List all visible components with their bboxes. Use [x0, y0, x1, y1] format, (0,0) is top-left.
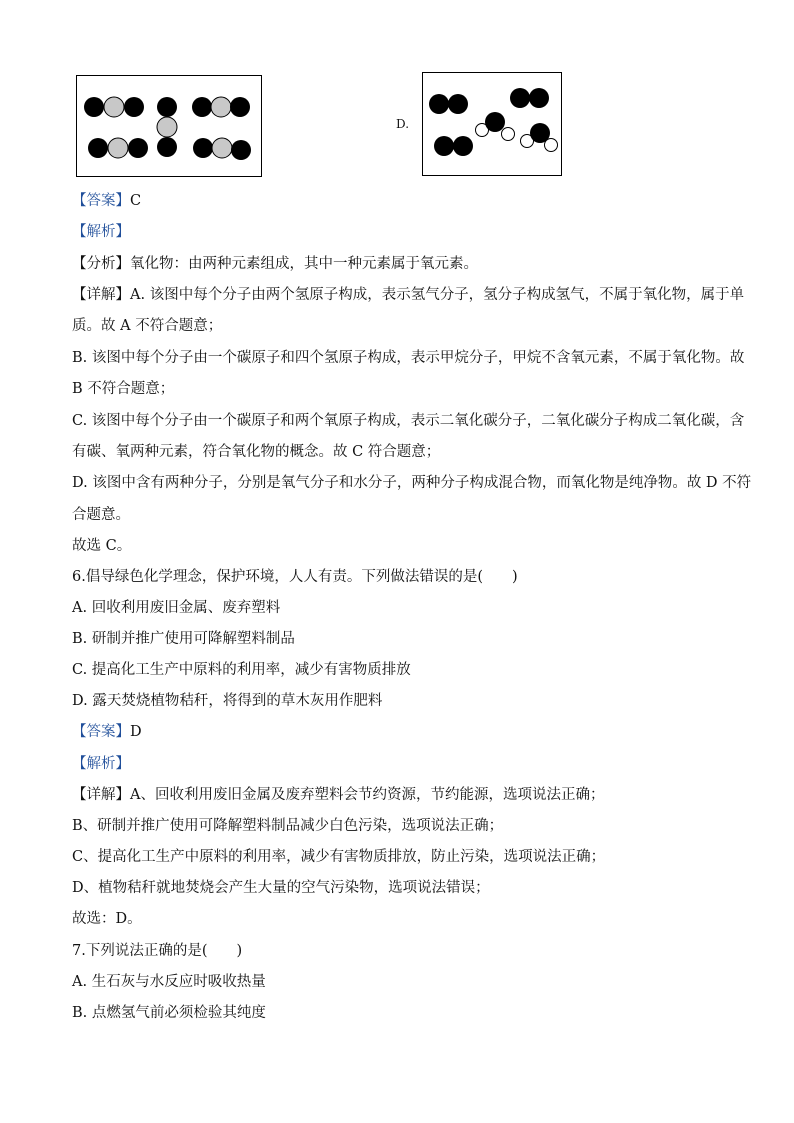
text-line: C、提高化工生产中原料的利用率，减少有害物质排放，防止污染，选项说法正确；	[72, 849, 606, 865]
oxygen-atom	[157, 137, 177, 157]
question-7-option-a: A. 生石灰与水反应时吸收热量	[72, 974, 266, 990]
o2-h2o-molecules-diagram	[423, 73, 561, 175]
oxygen-atom	[529, 88, 549, 108]
question-6-option-d: D. 露天焚烧植物秸秆，将得到的草木灰用作肥料	[72, 693, 383, 709]
text-line: B、研制并推广使用可降解塑料制品减少白色污染，选项说法正确；	[72, 818, 504, 834]
text-line: 合题意。	[72, 507, 130, 523]
question-6-option-b: B. 研制并推广使用可降解塑料制品	[72, 631, 295, 647]
text-line: 故选：D。	[72, 911, 142, 927]
analysis-heading	[72, 222, 130, 242]
oxygen-atom	[230, 97, 250, 117]
question-6-option-a: A. 回收利用废旧金属、废弃塑料	[72, 600, 281, 616]
hydrogen-atom	[545, 139, 558, 152]
oxygen-atom	[88, 138, 108, 158]
oxygen-atom	[124, 97, 144, 117]
oxygen-atom	[157, 97, 177, 117]
text-line: 有碳、氧两种元素，符合氧化物的概念。故 C 符合题意；	[72, 444, 441, 460]
answer-tag: 【答案】	[72, 724, 130, 740]
oxygen-atom	[434, 136, 454, 156]
text-line: 故选 C。	[72, 538, 132, 554]
answer-tag: 【答案】	[72, 193, 130, 209]
text-line: D、植物秸秆就地焚烧会产生大量的空气污染物，选项说法错误；	[72, 880, 490, 896]
option-d-label: D.	[396, 117, 410, 131]
text-line: B. 该图中每个分子由一个碳原子和四个氢原子构成，表示甲烷分子，甲烷不含氧元素，不属于氧化物。故	[72, 350, 745, 366]
hydrogen-atom	[502, 128, 515, 141]
text-line: B 不符合题意；	[72, 381, 175, 397]
answer-value: D	[130, 724, 142, 740]
question-7-stem: 7.下列说法正确的是( )	[72, 943, 243, 959]
co2-molecules-diagram	[77, 76, 261, 176]
oxygen-atom	[193, 138, 213, 158]
analysis-tag: 【解析】	[72, 756, 130, 772]
oxygen-atom	[192, 97, 212, 117]
oxygen-atom	[453, 136, 473, 156]
text-line: 【详解】A、回收利用废旧金属及废弃塑料会节约资源，节约能源，选项说法正确；	[72, 787, 605, 803]
question-6-stem: 6.倡导绿色化学理念，保护环境，人人有责。下列做法错误的是( )	[72, 569, 518, 585]
oxygen-atom	[485, 112, 505, 132]
text-line: 【详解】A. 该图中每个分子由两个氢原子构成，表示氢气分子，氢分子构成氢气，不属于氧化物，属于单	[72, 287, 745, 303]
question-7-option-b: B. 点燃氢气前必须检验其纯度	[72, 1005, 266, 1021]
text-line: 质。故 A 不符合题意；	[72, 318, 223, 334]
carbon-atom	[108, 138, 128, 158]
molecule-figure-d	[422, 72, 562, 176]
text-line: 【分析】氧化物：由两种元素组成，其中一种元素属于氧元素。	[72, 256, 478, 272]
carbon-atom	[157, 117, 177, 137]
answer-value: C	[130, 193, 142, 209]
molecule-figure-c	[76, 75, 262, 177]
answer-line	[72, 722, 142, 742]
answer-line	[72, 191, 141, 211]
oxygen-atom	[84, 97, 104, 117]
oxygen-atom	[510, 88, 530, 108]
oxygen-atom	[448, 94, 468, 114]
carbon-atom	[211, 97, 231, 117]
analysis-tag: 【解析】	[72, 224, 130, 240]
analysis-heading	[72, 754, 130, 774]
oxygen-atom	[128, 138, 148, 158]
question-6-option-c: C. 提高化工生产中原料的利用率，减少有害物质排放	[72, 662, 411, 678]
carbon-atom	[104, 97, 124, 117]
text-line: C. 该图中每个分子由一个碳原子和两个氧原子构成，表示二氧化碳分子，二氧化碳分子构成二氧化碳，含	[72, 413, 745, 429]
text-line: D. 该图中含有两种分子，分别是氧气分子和水分子，两种分子构成混合物，而氧化物是纯净物。故 D 不符	[72, 475, 752, 491]
carbon-atom	[212, 138, 232, 158]
oxygen-atom	[231, 140, 251, 160]
oxygen-atom	[429, 94, 449, 114]
